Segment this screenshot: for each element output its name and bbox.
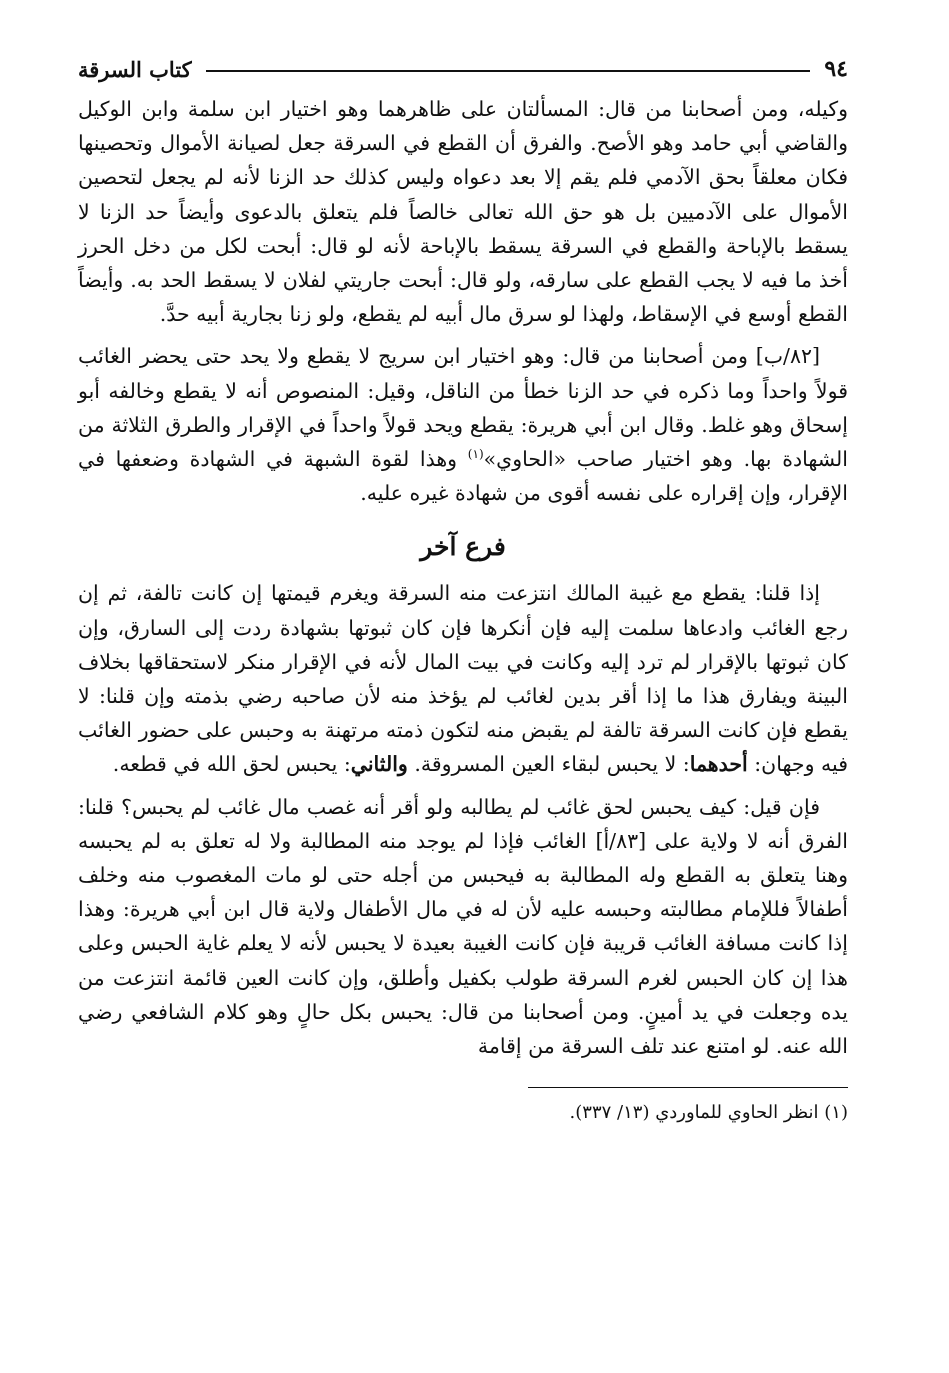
book-page (78, 52, 848, 1128)
paragraph-3-text-a: إذا قلنا: يقطع مع غيبة المالك انتزعت منه السرقة ويغرم قيمتها إن كانت تالفة، ثم إن رجع الغائب وادعاها سلمت إليه فإن أنكرها فإن كان ثبوتها بشهادة ردت إلى السارق، وإن كان ثبوتها بالإقرار لم ترد إليه وكانت في بيت المال لأنه في الإقرار منكر لاستحقاقها بخلاف البينة ويفارق هذا ما إذا أقر بدين لغائب لم يؤخذ منه لأن صاحبه رضي بذمته وإن قلنا: لا يقطع فإن كانت السرقة تالفة لم يقبض منه لتكون ذمته مرتهنة به وحبس على حضور الغائب فيه وجهان: (78, 581, 848, 777)
paragraph-2 (78, 339, 848, 510)
footnote-1: (١) انظر الحاوي للماوردي (١٣/ ٣٣٧). (569, 1102, 848, 1124)
header-rule (206, 70, 811, 72)
header-title: كتاب السرقة (78, 56, 192, 82)
paragraph-3-text-c: : يحبس لحق الله في قطعه. (112, 752, 351, 777)
term-first: أحدهما (689, 752, 748, 777)
footnote-ref-1[interactable]: (١) (467, 447, 484, 462)
paragraph-2-text-a: [٨٢/ب] ومن أصحابنا من قال: وهو اختيار ابن سريج لا يقطع ولا يحد حتى يحضر الغائب قولاً واحداً وما ذكره في حد الزنا خطأ من الناقل، وقيل: المنصوص أنه لا يقطع وخالفه أبو إسحاق وهو غلط. وقال ابن أبي هريرة: يقطع ويحد قولاً واحداً في الإقرار والطرق الثلاثة من الشهادة بها. وهو اختيار صاحب «الحاوي» (78, 344, 848, 472)
section-heading: فرع آخر (420, 532, 506, 562)
page-number: ٩٤ (824, 56, 848, 82)
footnote-divider (528, 1087, 848, 1088)
paragraph-4: فإن قيل: كيف يحبس لحق غائب لم يطالبه ولو أقر أنه غصب مال غائب لم يحبس؟ قلنا: الفرق أنه لا ولاية على [٨٣/أ] الغائب فإذا لم يوجد منه المطالبة ولا له تعلق به لم يحبسه وهنا يتعلق به القطع وله المطالبة به فيحبس من أجله حتى لو مات المغصوب منه وخلف أطفالاً فللإمام مطالبته وحبسه عليه لأن له في مال الأطفال ولاية قال ابن أبي هريرة: وهذا إذا كانت مسافة الغائب قريبة فإن كانت الغيبة بعيدة لا يحبس لأنه لا يعلم غاية الحبس وعلى هذا إن كان الحبس لغرم السرقة طولب بكفيل وأطلق، وإن كانت العين قائمة انتزعت من يده وجعلت في يد أمينٍ. ومن أصحابنا من قال: يحبس بكل حالٍ وهو كلام الشافعي رضي الله عنه. لو امتنع عند تلف السرقة من إقامة (78, 794, 848, 1059)
running-header (78, 52, 848, 86)
paragraph-3-text-b: : لا يحبس لبقاء العين المسروقة. (407, 752, 690, 777)
paragraph-1: وكيله، ومن أصحابنا من قال: المسألتان على ظاهرهما وهو اختيار ابن سلمة وابن الوكيل والقاضي أبي حامد وهو الأصح. والفرق أن القطع في السرقة جعل لصيانة الأموال وتحصينها فكان معلقاً بحق الآدمي فلم يقم إلا بعد دعواه وليس كذلك حد الزنا لأنه لم يجعل لتحصين الأموال على الآدميين بل هو حق الله تعالى خالصاً فلم يتعلق بالدعوى وأيضاً حد الزنا لا يسقط بالإباحة والقطع في السرقة يسقط بالإباحة لأنه لو قال: أبحت لكل من دخل الحرز أخذ ما فيه لا يجب القطع على سارقه، ولو قال: أبحت جاريتي لفلان لا يسقط الحد به. وأيضاً القطع أوسع في الإسقاط، ولهذا لو سرق مال أبيه لم يقطع، ولو زنا بجارية أبيه حدَّ. (78, 97, 848, 327)
paragraph-3 (78, 576, 848, 781)
term-second: والثاني (350, 752, 408, 777)
paragraph-2-text-b: وهذا لقوة الشبهة في الشهادة وضعفها في الإقرار، وإن إقراره على نفسه أقوى من شهادة غيره عليه. (78, 447, 848, 506)
